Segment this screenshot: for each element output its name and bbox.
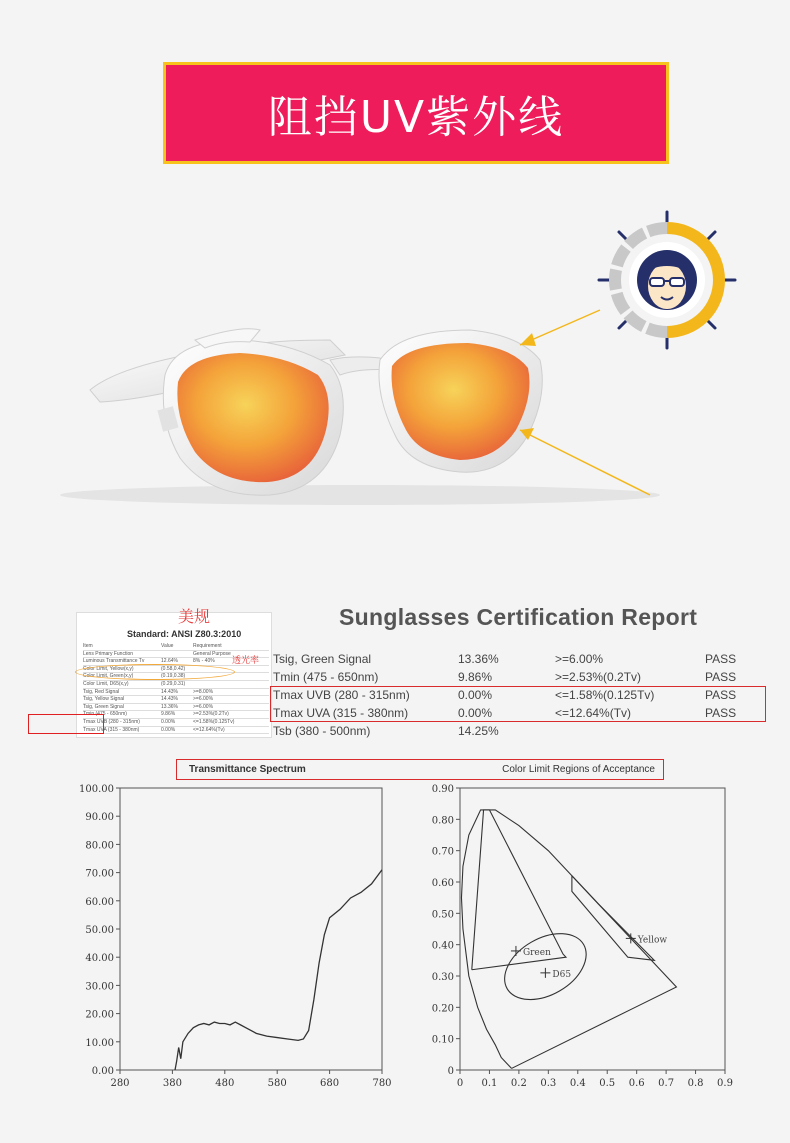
y-tick-label: 80.00 (85, 840, 114, 852)
x-tick-label: 0.1 (481, 1078, 498, 1089)
thumbnail-row (83, 719, 269, 727)
spectrum-title: Transmittance Spectrum (189, 764, 306, 775)
x-tick-label: 480 (215, 1078, 235, 1089)
report-title: Sunglasses Certification Report (339, 604, 698, 630)
thumbnail-cell (193, 681, 253, 688)
thumbnail-cell: 12.64% (161, 658, 178, 665)
y-tick-label: 100.00 (79, 784, 114, 795)
y-tick-label: 0 (447, 1066, 454, 1077)
thumbnail-cell: >=6.00% (193, 696, 214, 703)
thumbnail-cell: 14.43% (161, 688, 178, 695)
standard-label: Standard: ANSI Z80.3:2010 (127, 629, 242, 639)
y-tick-label: 70.00 (85, 868, 114, 880)
report-row (273, 668, 743, 686)
y-tick-label: 0.70 (431, 846, 454, 858)
thumbnail-cell: Value (161, 643, 174, 649)
thumbnail-cell: (0.19,0.38) (161, 673, 186, 680)
y-tick-label: 0.20 (431, 1003, 454, 1015)
x-tick-label: 0.7 (658, 1078, 675, 1089)
y-tick-label: 30.00 (85, 981, 114, 993)
thumbnail-cell: Item (83, 643, 93, 649)
thumbnail-cell: Lens Primary Function (83, 650, 134, 657)
thumbnail-cell: Color Limit, Yellow(x,y) (83, 665, 134, 672)
thumbnail-cell (161, 651, 193, 658)
thumbnail-cell: Tmax UVB (280 - 315nm) (83, 718, 140, 725)
y-tick-label: 0.60 (431, 878, 454, 889)
thumbnail-cell: 13.36% (161, 703, 178, 710)
sunglasses-hero (0, 190, 790, 550)
x-tick-label: 0.9 (717, 1078, 733, 1089)
row-result: PASS (705, 652, 737, 666)
green-region (472, 810, 566, 970)
row-requirement: <=12.64%(Tv) (555, 706, 632, 720)
point-label: Green (522, 947, 551, 958)
thumbnail-cell: Tsig, Green Signal (83, 703, 124, 710)
row-name: Tmax UVB (280 - 315nm) (273, 688, 410, 702)
thumbnail-cell: (0.58,0.42) (161, 665, 186, 672)
y-tick-label: 20.00 (85, 1009, 114, 1021)
x-tick-label: 780 (372, 1078, 392, 1089)
x-tick-label: 280 (110, 1078, 130, 1089)
thumbnail-row (83, 681, 269, 689)
thumbnail-cell: 9.86% (161, 711, 176, 718)
report-row (273, 650, 743, 668)
row-result: PASS (705, 670, 737, 684)
row-requirement: >=6.00% (555, 652, 604, 666)
thumbnail-cell: Requirement (193, 643, 222, 649)
point-label: Yellow (637, 935, 668, 946)
row-value: 14.25% (458, 724, 499, 738)
thumbnail-cell: 8% - 40% (193, 658, 215, 665)
y-tick-label: 0.30 (431, 972, 454, 983)
thumbnail-cell: Color Limit, D65(x,y) (83, 680, 129, 687)
d65-region (493, 920, 598, 1013)
thumbnail-row (83, 696, 269, 704)
x-tick-label: 0.5 (599, 1078, 616, 1089)
thumbnail-cell: >=6.00% (193, 703, 214, 710)
thumbnail-cell: >=8.00% (193, 688, 214, 695)
point-label: D65 (552, 969, 572, 980)
y-tick-label: 0.00 (91, 1066, 114, 1077)
thumbnail-cell: <=1.58%(0.125Tv) (193, 718, 235, 725)
thumbnail-row (83, 643, 269, 651)
x-tick-label: 0.4 (569, 1078, 586, 1089)
thumbnail-cell: General Purpose (193, 650, 231, 657)
thumbnail-cell: Tsig, Yellow Signal (83, 696, 125, 703)
y-tick-label: 40.00 (85, 953, 114, 965)
thumbnail-cell: Tsig, Red Signal (83, 688, 120, 695)
thumbnail-cell: >=2.53%(0.2Tv) (193, 711, 229, 718)
y-tick-label: 10.00 (85, 1037, 114, 1049)
thumbnail-cell: 0.00% (161, 726, 176, 733)
y-tick-label: 90.00 (85, 812, 114, 824)
yellow-region (572, 876, 654, 961)
transmittance-label: 透光率 (232, 656, 260, 666)
thumbnail-row (83, 704, 269, 712)
report-row (273, 722, 743, 740)
y-tick-label: 0.10 (431, 1034, 454, 1046)
y-tick-label: 0.40 (431, 940, 454, 952)
x-tick-label: 0 (456, 1078, 464, 1089)
thumbnail-cell: Tmin (475 - 650nm) (83, 711, 127, 718)
thumbnail-cell: Color Limit, Green(x,y) (83, 673, 134, 680)
thumbnail-cell: Luminous Transmittance Tv (83, 658, 145, 665)
row-result: PASS (705, 688, 737, 702)
thumbnail-cell: (0.29,0.31) (161, 680, 186, 687)
y-tick-label: 50.00 (85, 925, 114, 936)
color-limit-chart (420, 780, 750, 1100)
x-tick-label: 0.3 (540, 1078, 557, 1089)
row-requirement: <=1.58%(0.125Tv) (555, 688, 655, 702)
row-value: 13.36% (458, 652, 499, 666)
thumbnail-row (83, 689, 269, 697)
row-result: PASS (705, 706, 737, 720)
thumbnail-cell: <=12.64%(Tv) (193, 726, 225, 733)
uv-rows-highlight (28, 714, 104, 734)
thumbnail-row (83, 727, 269, 735)
row-requirement: >=2.53%(0.2Tv) (555, 670, 642, 684)
face-with-sunglasses-icon (637, 250, 697, 310)
row-name: Tsb (380 - 500nm) (273, 724, 371, 738)
thumbnail-label: 美规 (178, 607, 211, 626)
thumbnail-row (83, 711, 269, 719)
thumbnail-cell: 14.43% (161, 696, 178, 703)
x-tick-label: 580 (267, 1078, 287, 1089)
spectrum-header (176, 759, 664, 780)
x-tick-label: 0.6 (628, 1078, 645, 1089)
y-tick-label: 0.90 (431, 784, 454, 795)
color-limit-title: Color Limit Regions of Acceptance (502, 764, 655, 775)
transmittance-chart (70, 780, 410, 1100)
thumbnail-cell: Tmax UVA (315 - 380nm) (83, 726, 140, 733)
row-name: Tmax UVA (315 - 380nm) (273, 706, 409, 720)
y-tick-label: 0.80 (431, 815, 454, 827)
row-name: Tsig, Green Signal (273, 652, 372, 666)
transmittance-highlight (75, 664, 235, 680)
y-tick-label: 60.00 (85, 896, 114, 908)
title-banner (163, 62, 669, 164)
row-name: Tmin (475 - 650nm) (273, 670, 379, 684)
banner-title: 阻挡UV紫外线 (267, 92, 565, 143)
y-tick-label: 0.50 (431, 909, 454, 921)
x-tick-label: 680 (320, 1078, 340, 1089)
plot-frame (120, 788, 382, 1070)
x-tick-label: 380 (162, 1078, 182, 1089)
uv-pass-highlight (270, 686, 766, 722)
x-tick-label: 0.8 (687, 1078, 704, 1089)
x-tick-label: 0.2 (510, 1078, 527, 1089)
row-value: 9.86% (458, 670, 493, 684)
row-value: 0.00% (458, 706, 493, 720)
transmittance-series-line (175, 870, 382, 1070)
certificate-thumbnail (76, 612, 272, 738)
thumbnail-cell: 0.00% (161, 718, 176, 725)
row-value: 0.00% (458, 688, 493, 702)
